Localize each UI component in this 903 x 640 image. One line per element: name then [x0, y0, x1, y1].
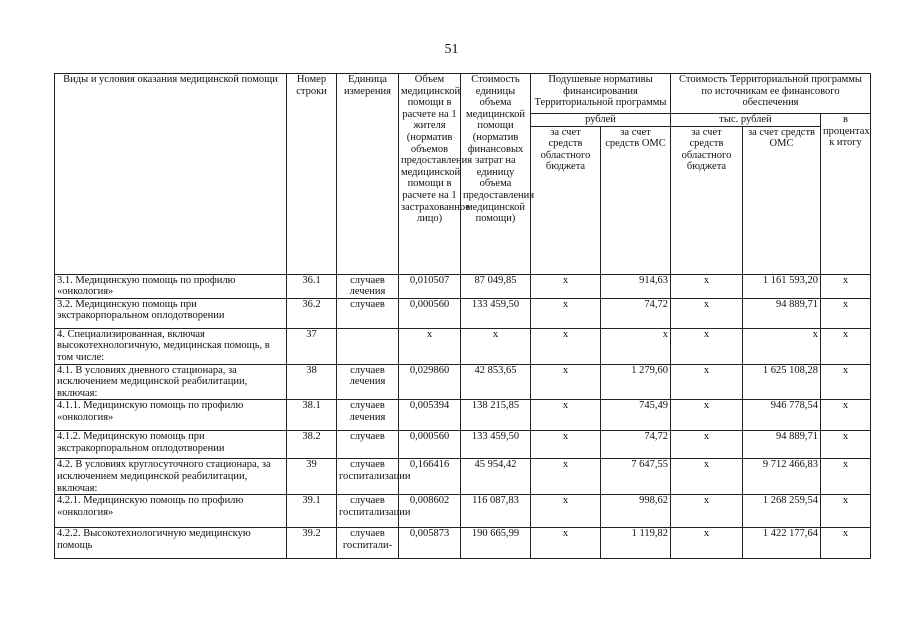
table-row [55, 328, 871, 364]
row-tot-oms: 946 778,54 [743, 400, 821, 431]
row-name: 4. Специализированная, включая высокотехнологичную, медицинская помощь, в том числе: [55, 328, 287, 364]
row-number: 36.1 [287, 274, 337, 298]
row-percent: х [821, 274, 871, 298]
row-volume: 0,008602 [399, 495, 461, 528]
row-tot-oms: 1 625 108,28 [743, 364, 821, 400]
row-tot-budget: х [671, 364, 743, 400]
header-percent: в процентах к итогу [821, 114, 871, 275]
row-number: 36.2 [287, 298, 337, 328]
row-cost: 138 215,85 [461, 400, 531, 431]
row-tot-oms: 94 889,71 [743, 298, 821, 328]
page-number: 51 [444, 42, 459, 57]
row-cost: 133 459,50 [461, 431, 531, 459]
row-tot-budget: х [671, 528, 743, 559]
row-tot-oms: 1 268 259,54 [743, 495, 821, 528]
row-name: 3.2. Медицинскую помощь при экстракорпоральном оплодотворении [55, 298, 287, 328]
row-cost: 42 853,65 [461, 364, 531, 400]
row-pc-oms: 1 119,82 [601, 528, 671, 559]
row-pc-oms: 998,62 [601, 495, 671, 528]
row-tot-oms: 94 889,71 [743, 431, 821, 459]
row-unit: случаев [337, 431, 399, 459]
header-row-number: Номер строки [287, 74, 337, 275]
row-percent: х [821, 459, 871, 495]
financing-table [54, 73, 871, 559]
row-percent: х [821, 495, 871, 528]
header-pc-oms: за счет средств ОМС [601, 126, 671, 274]
row-pc-oms: 745,49 [601, 400, 671, 431]
row-name: 4.1. В условиях дневного стационара, за исключением медицинской реабилитации, включая: [55, 364, 287, 400]
row-number: 39 [287, 459, 337, 495]
row-pc-oms: 1 279,60 [601, 364, 671, 400]
row-percent: х [821, 400, 871, 431]
row-tot-budget: х [671, 459, 743, 495]
row-percent: х [821, 528, 871, 559]
row-percent: х [821, 364, 871, 400]
row-cost: 87 049,85 [461, 274, 531, 298]
row-name: 4.2. В условиях круглосуточного стационара, за исключением медицинской реабилитации, включая: [55, 459, 287, 495]
row-pc-budget: х [531, 298, 601, 328]
header-per-capita: Подушевые нормативы финансирования Территориальной программы [531, 74, 671, 114]
row-pc-budget: х [531, 400, 601, 431]
row-name: 4.1.1. Медицинскую помощь по профилю «онкология» [55, 400, 287, 431]
row-tot-oms: 1 161 593,20 [743, 274, 821, 298]
row-tot-budget: х [671, 495, 743, 528]
row-pc-budget: х [531, 528, 601, 559]
row-volume: 0,005394 [399, 400, 461, 431]
header-tot-budget: за счет средств областного бюджета [671, 126, 743, 274]
row-tot-oms: 1 422 177,64 [743, 528, 821, 559]
table-body [55, 274, 871, 559]
row-pc-oms: 74,72 [601, 298, 671, 328]
row-unit: случаев госпитализации [337, 459, 399, 495]
row-pc-oms: 7 647,55 [601, 459, 671, 495]
row-number: 38.1 [287, 400, 337, 431]
header-unit: Единица измерения [337, 74, 399, 275]
table-row [55, 364, 871, 400]
row-pc-budget: х [531, 364, 601, 400]
row-unit: случаев госпитализации [337, 495, 399, 528]
header-cost: Стоимость единицы объема медицинской помощи (норматив финансовых затрат на единицу объема предоставления медицинской помощи) [461, 74, 531, 275]
table-row [55, 431, 871, 459]
row-tot-budget: х [671, 431, 743, 459]
table-row [55, 298, 871, 328]
row-unit: случаев лечения [337, 364, 399, 400]
row-volume: 0,005873 [399, 528, 461, 559]
row-tot-oms: 9 712 466,83 [743, 459, 821, 495]
table-row [55, 495, 871, 528]
row-volume: 0,000560 [399, 431, 461, 459]
row-cost: 190 665,99 [461, 528, 531, 559]
row-pc-budget: х [531, 459, 601, 495]
row-volume: х [399, 328, 461, 364]
row-percent: х [821, 431, 871, 459]
row-pc-oms: 74,72 [601, 431, 671, 459]
row-tot-budget: х [671, 298, 743, 328]
header-type: Виды и условия оказания медицинской помощи [55, 74, 287, 275]
row-unit: случаев [337, 298, 399, 328]
table-row [55, 528, 871, 559]
header-rubles: рублей [531, 114, 671, 127]
row-volume: 0,010507 [399, 274, 461, 298]
row-number: 38.2 [287, 431, 337, 459]
row-number: 37 [287, 328, 337, 364]
row-number: 39.2 [287, 528, 337, 559]
row-percent: х [821, 328, 871, 364]
table-row [55, 400, 871, 431]
table-row [55, 274, 871, 298]
row-name: 3.1. Медицинскую помощь по профилю «онкология» [55, 274, 287, 298]
table-row [55, 459, 871, 495]
row-number: 39.1 [287, 495, 337, 528]
row-unit: случаев лечения [337, 400, 399, 431]
row-tot-oms: х [743, 328, 821, 364]
header-thousand-rubles: тыс. рублей [671, 114, 821, 127]
header-cost-total: Стоимость Территориальной программы по источникам ее финансового обеспечения [671, 74, 871, 114]
row-number: 38 [287, 364, 337, 400]
row-tot-budget: х [671, 274, 743, 298]
row-name: 4.2.2. Высокотехнологичную медицинскую помощь [55, 528, 287, 559]
row-volume: 0,000560 [399, 298, 461, 328]
row-pc-budget: х [531, 274, 601, 298]
row-pc-budget: х [531, 495, 601, 528]
row-pc-budget: х [531, 328, 601, 364]
row-pc-oms: 914,63 [601, 274, 671, 298]
header-tot-oms: за счет средств ОМС [743, 126, 821, 274]
row-unit: случаев госпитали- [337, 528, 399, 559]
row-name: 4.1.2. Медицинскую помощь при экстракорпоральном оплодотворении [55, 431, 287, 459]
row-percent: х [821, 298, 871, 328]
header-volume: Объем медицинской помощи в расчете на 1 жителя (норматив объемов предоставления медицинской помощи в расчете на 1 застрахованное лицо) [399, 74, 461, 275]
row-pc-budget: х [531, 431, 601, 459]
row-name: 4.2.1. Медицинскую помощь по профилю «онкология» [55, 495, 287, 528]
header-pc-budget: за счет средств областного бюджета [531, 126, 601, 274]
row-cost: х [461, 328, 531, 364]
row-volume: 0,166416 [399, 459, 461, 495]
row-pc-oms: х [601, 328, 671, 364]
row-unit: случаев лечения [337, 274, 399, 298]
row-cost: 45 954,42 [461, 459, 531, 495]
row-volume: 0,029860 [399, 364, 461, 400]
row-tot-budget: х [671, 328, 743, 364]
row-tot-budget: х [671, 400, 743, 431]
row-unit [337, 328, 399, 364]
row-cost: 133 459,50 [461, 298, 531, 328]
row-cost: 116 087,83 [461, 495, 531, 528]
